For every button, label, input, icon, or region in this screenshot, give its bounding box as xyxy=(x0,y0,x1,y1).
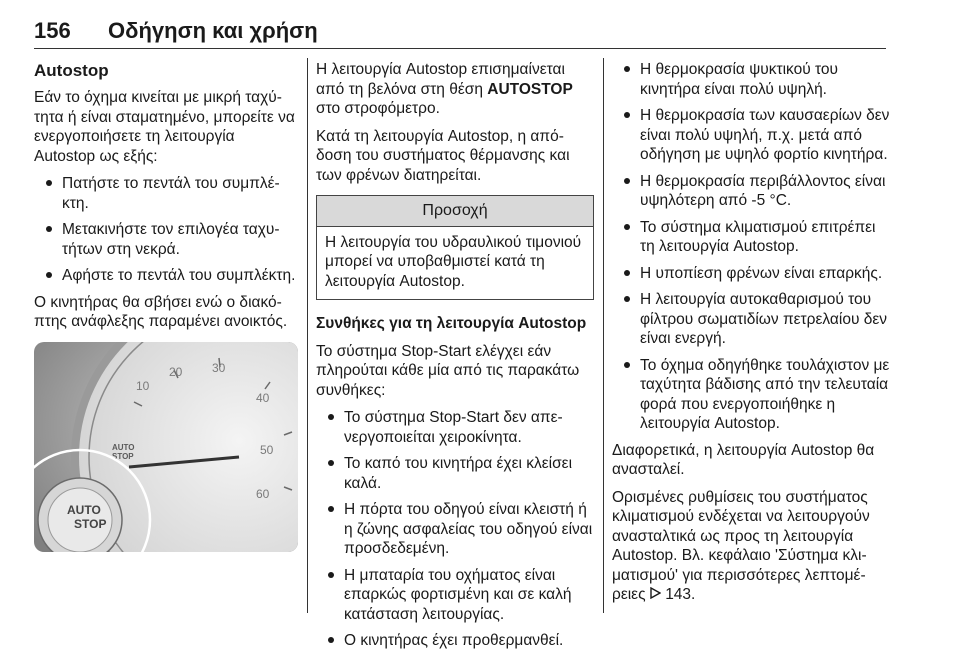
list-item: Η θερμοκρασία ψυκτικού του κινητήρα είναι πολύ υψηλή. xyxy=(612,60,892,99)
conditions-intro: Το σύστημα Stop-Start ελέγχει εάν πληρούται κάθε μία από τις παρακάτω συνθήκες: xyxy=(316,342,580,399)
intro-paragraph: Εάν το όχημα κινείται με μικρή ταχύτητα ή είναι σταματημένο, μπορείτε να ενεργοποιήσετε τη λειτουργία Autostop ως εξής: xyxy=(34,89,295,165)
column-divider-2 xyxy=(603,58,604,613)
conditions-heading: Συνθήκες για τη λειτουργία Autostop xyxy=(316,315,587,332)
list-item: Η λειτουργία αυτοκαθαρισμού του φίλτρου σωματιδίων πετρελαίου δεν είναι ενεργή. xyxy=(612,290,892,349)
autostop-button-label: AUTO xyxy=(67,502,101,517)
autostop-button-label: STOP xyxy=(74,516,107,531)
section-heading-autostop: Autostop xyxy=(34,61,109,80)
tach-number: 40 xyxy=(256,390,270,405)
column-1 xyxy=(34,60,298,552)
list-item: Η θερμοκρασία των καυσαερίων δεν είναι πολύ υψηλή, π.χ. μετά από οδήγηση με υψηλό φορτίο κινητήρα. xyxy=(612,106,892,165)
engine-off-paragraph: Ο κινητήρας θα σβήσει ενώ ο διακόπτης ανάφλεξης παραμένει ανοικτός. xyxy=(34,293,288,330)
tach-number: 20 xyxy=(169,364,183,379)
page-reference[interactable]: 143. xyxy=(665,586,696,603)
gauge-autostop-label: STOP xyxy=(112,451,134,461)
tachometer-illustration xyxy=(34,342,298,552)
gauge-autostop-label: AUTO xyxy=(112,442,135,452)
page-reference-arrow-icon xyxy=(650,585,661,605)
tach-number: 50 xyxy=(260,442,274,457)
header-divider xyxy=(34,48,886,49)
list-item: Μετακινήστε τον επιλογέα ταχυτήτων στη νεκρά. xyxy=(34,220,298,259)
column-3 xyxy=(612,60,892,613)
list-item: Πατήστε το πεντάλ του συμπλέκτη. xyxy=(34,174,298,213)
conditions-list-continued xyxy=(612,60,892,434)
otherwise-paragraph: Διαφορετικά, η λειτουργία Autostop θα ανασταλεί. xyxy=(612,441,875,478)
column-divider-1 xyxy=(307,58,308,613)
caution-text: Η λειτουργία του υδραυλικού τιμονιού μπορεί να υποβαθμιστεί κατά τη λειτουργία Autostop. xyxy=(325,233,582,290)
page-number: 156 xyxy=(34,18,71,43)
list-item: Η θερμοκρασία περιβάλλοντος είναι υψηλότερη από -5 °C. xyxy=(612,172,892,211)
conditions-list xyxy=(316,408,594,651)
list-item: Ο κινητήρας έχει προθερμανθεί. xyxy=(316,631,594,651)
caution-title: Προσοχή xyxy=(317,196,593,227)
climate-paragraph: Ορισμένες ρυθμίσεις του συστήματος κλιματισμού ενδέχεται να λειτουργούν ανασταλτικά ως προς τη λειτουργία Autostop. Βλ. κεφάλαιο 'Σύστημα κλιματισμού' για περισσότερες λεπτομέρειες 143. xyxy=(612,488,870,603)
page-header xyxy=(34,18,886,48)
caution-box xyxy=(316,195,594,300)
performance-paragraph: Κατά τη λειτουργία Autostop, η απόδοση του συστήματος θέρμανσης και των φρένων διατηρείται. xyxy=(316,127,570,184)
column-2 xyxy=(316,60,594,658)
page-title: Οδήγηση και χρήση xyxy=(108,18,318,43)
list-item: Η υποπίεση φρένων είναι επαρκής. xyxy=(612,264,892,284)
needle-paragraph: Η λειτουργία Autostop επισημαίνεται από τη βελόνα στη θέση AUTOSTOP στο στροφόμετρο. xyxy=(316,61,573,117)
autostop-keyword: AUTOSTOP xyxy=(487,80,573,98)
tachometer-figure xyxy=(34,342,298,552)
list-item: Η μπαταρία του οχήματος είναι επαρκώς φορτισμένη και σε καλή κατάσταση λειτουργίας. xyxy=(316,566,594,625)
list-item: Αφήστε το πεντάλ του συμπλέκτη. xyxy=(34,266,298,286)
tach-number: 10 xyxy=(136,378,150,393)
tach-number: 60 xyxy=(256,486,270,501)
steps-list xyxy=(34,174,298,286)
list-item: Το όχημα οδηγήθηκε τουλάχιστον με ταχύτητα βάδισης από την τελευταία φορά που ενεργοποιήθηκε η λειτουργία Autostop. xyxy=(612,356,892,434)
list-item: Το καπό του κινητήρα έχει κλείσει καλά. xyxy=(316,454,594,493)
tach-number: 30 xyxy=(212,360,226,375)
list-item: Η πόρτα του οδηγού είναι κλειστή ή η ζώνης ασφαλείας του οδηγού είναι προσδεδεμένη. xyxy=(316,500,594,559)
list-item: Το σύστημα κλιματισμού επιτρέπει τη λειτουργία Autostop. xyxy=(612,218,892,257)
list-item: Το σύστημα Stop-Start δεν απενεργοποιείται χειροκίνητα. xyxy=(316,408,594,447)
